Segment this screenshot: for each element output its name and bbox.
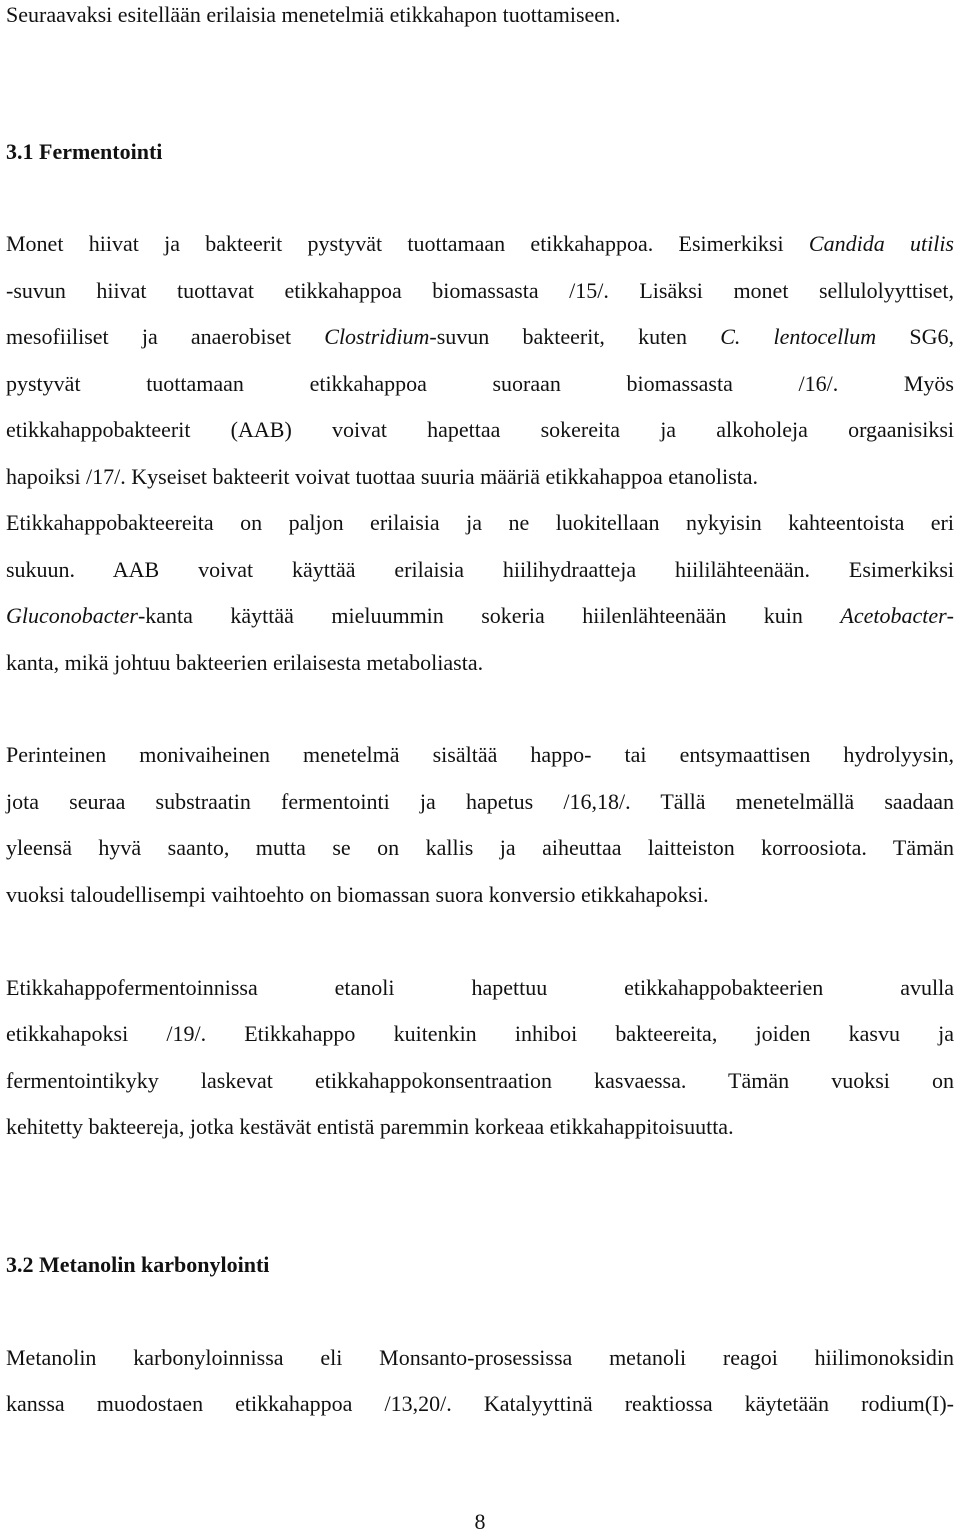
text-line: Gluconobacter-kanta käyttää mieluummin sokeria hiilenlähteenään kuin Acetobacter- [6,603,954,628]
text-line: Perinteinen monivaiheinen menetelmä sisältää happo- tai entsymaattisen hydrolyysin, [6,742,954,767]
page-number: 8 [474,1509,486,1534]
genus-name: Acetobacter [840,603,947,628]
text-line: kanssa muodostaen etikkahappoa /13,20/. Katalyyttinä reaktiossa käytetään rodium(I)- [6,1391,954,1416]
text-line: fermentointikyky laskevat etikkahappokonsentraation kasvaessa. Tämän vuoksi on [6,1068,954,1093]
genus-name: Clostridium [324,324,430,349]
text-line: yleensä hyvä saanto, mutta se on kallis ja aiheuttaa laitteiston korroosiota. Tämän [6,835,954,860]
text-line: Monet hiivat ja bakteerit pystyvät tuottamaan etikkahappoa. Esimerkiksi Candida utilis [6,231,954,256]
section-heading-metanolin-karbonylointi: 3.2 Metanolin karbonylointi [6,1252,270,1277]
text-line: hapoiksi /17/. Kyseiset bakteerit voivat tuottaa suuria määriä etikkahappoa etanolista. [6,464,759,489]
text-line: etikkahapoksi /19/. Etikkahappo kuitenkin inhiboi bakteereita, joiden kasvu ja [6,1021,954,1046]
text-line: etikkahappobakteerit (AAB) voivat hapettaa sokereita ja alkoholeja orgaanisiksi [6,417,954,442]
text-line: pystyvät tuottamaan etikkahappoa suoraan biomassasta /16/. Myös [6,371,954,396]
species-name: Candida utilis [808,231,954,256]
text-line: jota seuraa substraatin fermentointi ja hapetus /16,18/. Tällä menetelmällä saadaan [6,789,954,814]
text-line: sukuun. AAB voivat käyttää erilaisia hiilihydraatteja hiililähteenään. Esimerkiksi [6,557,954,582]
text-line: kehitetty bakteereja, jotka kestävät entistä paremmin korkeaa etikkahappitoisuutta. [6,1114,734,1139]
text-line: mesofiiliset ja anaerobiset Clostridium-suvun bakteerit, kuten C. lentocellum SG6, [6,324,954,349]
text-line: -suvun hiivat tuottavat etikkahappoa biomassasta /15/. Lisäksi monet sellulolyyttiset, [6,278,954,303]
species-name: C. lentocellum [720,324,877,349]
section-heading-fermentointi: 3.1 Fermentointi [6,139,163,164]
intro-sentence: Seuraavaksi esitellään erilaisia menetelmiä etikkahapon tuottamiseen. [6,2,621,27]
text-line: kanta, mikä johtuu bakteerien erilaisesta metaboliasta. [6,650,484,675]
text-line: Etikkahappofermentoinnissa etanoli hapettuu etikkahappobakteerien avulla [6,975,954,1000]
text-line: vuoksi taloudellisempi vaihtoehto on biomassan suora konversio etikkahapoksi. [6,882,709,907]
genus-name: Gluconobacter [6,603,138,628]
text-line: Etikkahappobakteereita on paljon erilaisia ja ne luokitellaan nykyisin kahteentoista eri [6,510,954,535]
text-line: Metanolin karbonyloinnissa eli Monsanto-prosessissa metanoli reagoi hiilimonoksidin [6,1345,954,1370]
